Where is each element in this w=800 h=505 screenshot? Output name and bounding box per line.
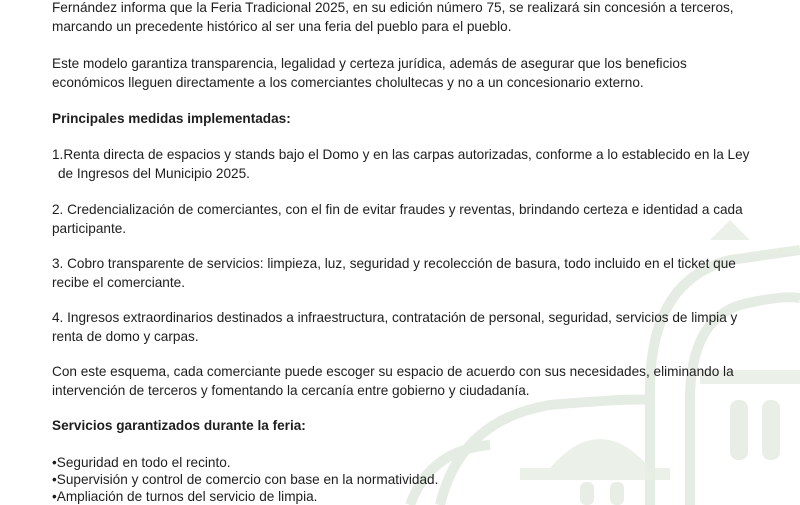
measure-item-1: 1.Renta directa de espacios y stands bajo el Domo y en las carpas autorizadas, conforme a lo establecido en la Ley de Ingresos del Municipio 2025. <box>52 147 750 181</box>
service-item-3: •Ampliación de turnos del servicio de limpia. <box>52 489 318 504</box>
measure-item-3: 3. Cobro transparente de servicios: limpieza, luz, seguridad y recolección de basura, todo incluido en el ticket que recibe el comerciante. <box>52 256 736 290</box>
measure-item-2: 2. Credencialización de comerciantes, con el fin de evitar fraudes y reventas, brindando certeza e identidad a cada participante. <box>52 202 743 236</box>
service-item-2: •Supervisión y control de comercio con base en la normatividad. <box>52 472 439 487</box>
intro-paragraph: Fernández informa que la Feria Tradicional 2025, en su edición número 75, se realizará sin concesión a terceros, marcando un precedente histórico al ser una feria del pueblo para el pueblo. <box>52 0 734 34</box>
services-heading: Servicios garantizados durante la feria: <box>52 418 306 433</box>
measures-heading: Principales medidas implementadas: <box>52 111 291 126</box>
scheme-paragraph: Con este esquema, cada comerciante puede escoger su espacio de acuerdo con sus necesidades, eliminando la intervención de terceros y fomentando la cercanía entre gobierno y ciudadanía. <box>52 364 734 398</box>
model-paragraph: Este modelo garantiza transparencia, legalidad y certeza jurídica, además de asegurar que los beneficios económicos lleguen directamente a los comerciantes cholultecas y no a un concesionario externo. <box>52 56 687 90</box>
measure-item-4: 4. Ingresos extraordinarios destinados a infraestructura, contratación de personal, seguridad, servicios de limpia y renta de domo y carpas. <box>52 310 738 344</box>
service-item-1: •Seguridad en todo el recinto. <box>52 455 231 470</box>
